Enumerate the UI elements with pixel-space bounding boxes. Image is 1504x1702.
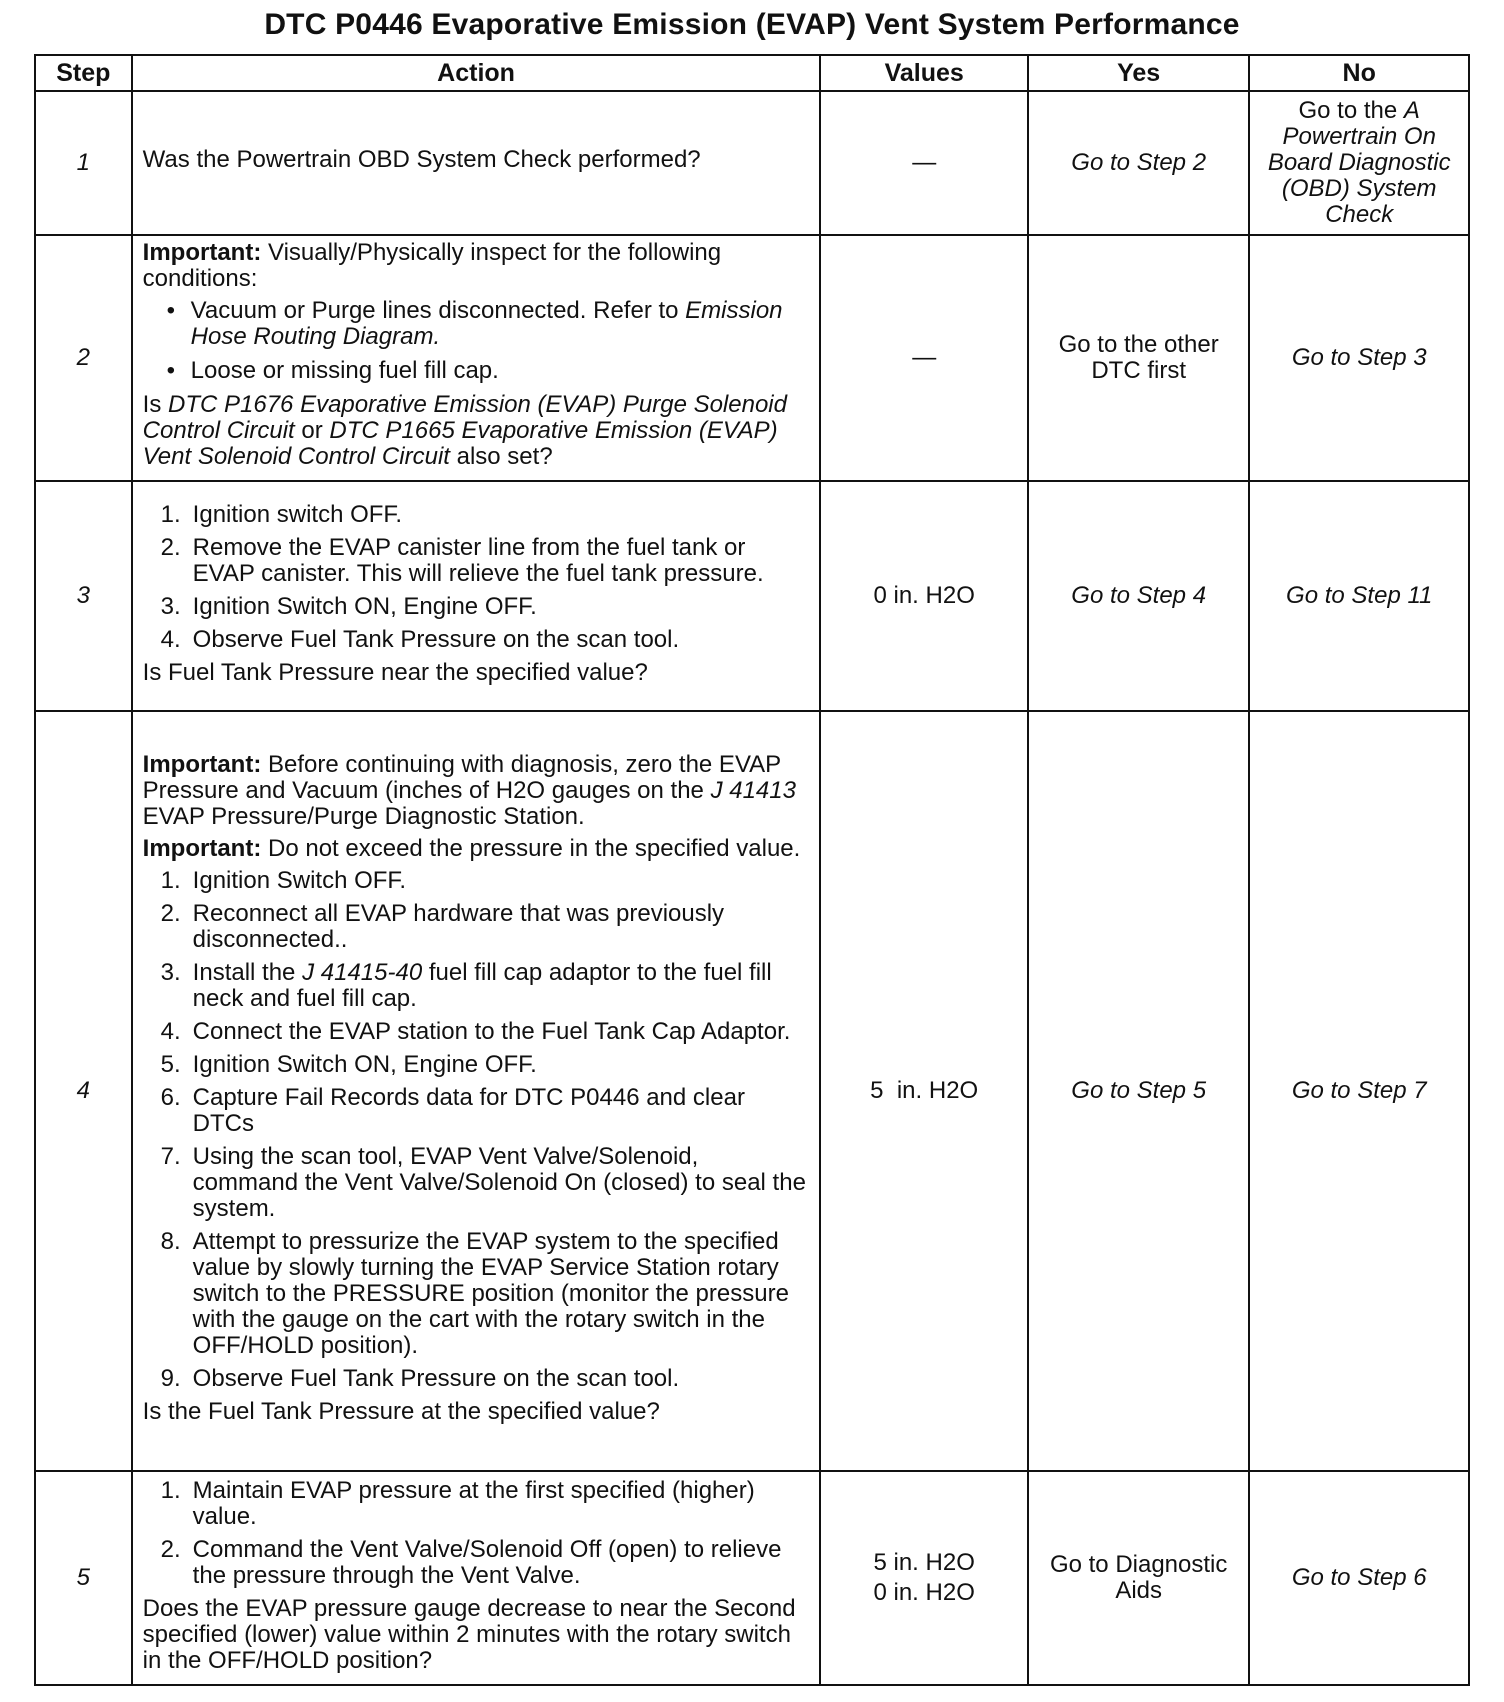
list-item: 1. Ignition Switch OFF. [160, 866, 407, 894]
list-item [167, 298, 810, 350]
question-text: Is the Fuel Tank Pressure at the specified value? [142, 1397, 660, 1425]
list-item [167, 358, 810, 384]
procedure-list [143, 1478, 810, 1589]
procedure-step-text: Attempt to pressurize the EVAP system to the specified value by slowly turning the EVAP Service Station rotary switch to the PRESSURE position (monitor the pressure with the gauge on the cart with the rotary switch in the OFF/HOLD position). [192, 1227, 789, 1359]
step-number: 2 [35, 235, 132, 481]
step-number: 5 [35, 1471, 132, 1685]
action-cell [132, 1471, 821, 1685]
no-cell: Go to Step 11 [1249, 481, 1469, 711]
list-item: 5. Ignition Switch ON, Engine OFF. [160, 1050, 537, 1078]
list-item: 4. Connect the EVAP station to the Fuel Tank Cap Adaptor. [160, 1017, 791, 1045]
important-text: Do not exceed the pressure in the specified value. [261, 834, 801, 862]
question-text: Was the Powertrain OBD System Check performed? [142, 146, 701, 173]
important-label: Important: [142, 834, 262, 862]
important-text: Visually/Physically inspect for the following conditions: [142, 239, 722, 292]
procedure-step-text: Ignition Switch ON, Engine OFF. [192, 593, 537, 620]
question-text [143, 392, 810, 470]
step-number: 1 [35, 91, 132, 235]
header-values: Values [820, 55, 1027, 91]
procedure-step-text: Observe Fuel Tank Pressure on the scan tool. [192, 1364, 680, 1392]
question-text: Does the EVAP pressure gauge decrease to near the Second specified (lower) value within 2 minutes with the rotary switch in the OFF/HOLD position? [142, 1595, 796, 1674]
yes-cell: Go to Step 2 [1028, 91, 1250, 235]
no-cell: Go to Step 7 [1249, 711, 1469, 1471]
values-cell [820, 235, 1027, 481]
procedure-step-text: Observe Fuel Tank Pressure on the scan tool. [192, 626, 680, 653]
tool-reference: J 41415-40 [302, 958, 423, 986]
question-pre: Is [142, 391, 169, 418]
important-note [143, 240, 810, 292]
important-label: Important: [142, 239, 262, 266]
list-item: 3. Install the J 41415-40 fuel fill cap adaptor to the fuel fill neck and fuel fill cap. [160, 958, 772, 1012]
values-cell: 5 in. H2O [820, 711, 1027, 1471]
list-item: 2. Command the Vent Valve/Solenoid Off (open) to relieve the pressure through the Vent Valve. [160, 1536, 782, 1589]
value-dash: — [912, 149, 937, 176]
bullet-reference: Emission Hose Routing Diagram. [190, 297, 783, 350]
important-note [143, 752, 810, 830]
list-item: 6. Capture Fail Records data for DTC P0446 and clear DTCs [160, 1083, 745, 1137]
table-header-row [35, 55, 1469, 91]
condition-list [143, 298, 810, 384]
tool-reference: J 41413 [710, 776, 796, 804]
no-reference-link[interactable]: A Powertrain On Board Diagnostic (OBD) System Check [1267, 97, 1451, 228]
procedure-step-text: Ignition switch OFF. [192, 501, 403, 528]
list-item: 3. Ignition Switch ON, Engine OFF. [160, 593, 537, 620]
yes-cell: Go to Step 5 [1028, 711, 1250, 1471]
value-dash: — [912, 344, 937, 371]
value-high: 5 in. H2O [873, 1549, 975, 1576]
question-text: Is Fuel Tank Pressure near the specified value? [142, 659, 648, 686]
bullet-text: Loose or missing fuel fill cap. [190, 357, 499, 384]
value-low: 0 in. H2O [873, 1579, 975, 1606]
table-row-step-4 [35, 711, 1469, 1471]
yes-cell: Go to Diagnostic Aids [1028, 1471, 1250, 1685]
table-row-step-2 [35, 235, 1469, 481]
action-cell [132, 481, 821, 711]
bullet-icon: • [166, 297, 176, 324]
procedure-step-text: Command the Vent Valve/Solenoid Off (open) to relieve the pressure through the Vent Valve. [192, 1536, 782, 1589]
list-item: 4. Observe Fuel Tank Pressure on the scan tool. [160, 626, 680, 653]
question-mid: or [294, 417, 330, 444]
list-item: 2. Reconnect all EVAP hardware that was previously disconnected.. [160, 899, 725, 953]
list-item: 9. Observe Fuel Tank Pressure on the scan tool. [160, 1364, 680, 1392]
list-item: 1. Maintain EVAP pressure at the first specified (higher) value. [160, 1477, 755, 1530]
important-note [143, 836, 810, 862]
procedure-step-text-end: fuel fill cap adaptor to the fuel fill neck and fuel fill cap. [192, 958, 772, 1012]
yes-cell: Go to the other DTC first [1028, 235, 1250, 481]
step-number: 4 [35, 711, 132, 1471]
important-text: Before continuing with diagnosis, zero the EVAP Pressure and Vacuum (inches of H2O gauges on the [142, 750, 781, 804]
important-label: Important: [142, 750, 262, 778]
procedure-step-text: Remove the EVAP canister line from the fuel tank or EVAP canister. This will relieve the fuel tank pressure. [192, 534, 764, 587]
list-item: 2. Remove the EVAP canister line from the fuel tank or EVAP canister. This will relieve the fuel tank pressure. [160, 534, 764, 587]
procedure-step-text: Using the scan tool, EVAP Vent Valve/Solenoid, command the Vent Valve/Solenoid On (closed) to seal the system. [192, 1142, 806, 1222]
no-cell: Go to Step 6 [1249, 1471, 1469, 1685]
yes-cell: Go to Step 4 [1028, 481, 1250, 711]
action-cell [132, 235, 821, 481]
dtc-reference-1: DTC P1676 Evaporative Emission (EVAP) Purge Solenoid Control Circuit [142, 391, 787, 444]
header-yes: Yes [1028, 55, 1250, 91]
procedure-step-text: Capture Fail Records data for DTC P0446 and clear DTCs [192, 1083, 745, 1137]
procedure-list [143, 868, 810, 1392]
procedure-step-text: Ignition Switch ON, Engine OFF. [192, 1050, 537, 1078]
values-cell: 0 in. H2O [820, 481, 1027, 711]
procedure-list [143, 502, 810, 653]
no-cell: Go to Step 3 [1249, 235, 1469, 481]
header-no: No [1249, 55, 1469, 91]
no-prefix: Go to the [1298, 97, 1404, 124]
values-cell [820, 91, 1027, 235]
procedure-step-text: Reconnect all EVAP hardware that was previously disconnected.. [192, 899, 725, 953]
procedure-step-text: Connect the EVAP station to the Fuel Tank Cap Adaptor. [192, 1017, 791, 1045]
page-title: DTC P0446 Evaporative Emission (EVAP) Vent System Performance [264, 8, 1240, 41]
procedure-step-text: Install the [192, 958, 303, 986]
list-item: 7. Using the scan tool, EVAP Vent Valve/Solenoid, command the Vent Valve/Solenoid On (closed) to seal the system. [160, 1142, 806, 1222]
diagnostic-table [34, 54, 1470, 1686]
action-cell [132, 711, 821, 1471]
table-row-step-1 [35, 91, 1469, 235]
bullet-text: Vacuum or Purge lines disconnected. Refer to [190, 297, 686, 324]
list-item: 1. Ignition switch OFF. [160, 501, 403, 528]
action-cell [132, 91, 821, 235]
important-text-end: EVAP Pressure/Purge Diagnostic Station. [142, 802, 585, 830]
no-cell [1249, 91, 1469, 235]
table-row-step-3 [35, 481, 1469, 711]
values-cell [820, 1471, 1027, 1685]
dtc-reference-2: DTC P1665 Evaporative Emission (EVAP) Vent Solenoid Control Circuit [142, 417, 778, 470]
procedure-step-text: Ignition Switch OFF. [192, 866, 407, 894]
header-action: Action [132, 55, 821, 91]
procedure-step-text: Maintain EVAP pressure at the first specified (higher) value. [192, 1477, 755, 1530]
header-step: Step [35, 55, 132, 91]
question-post: also set? [449, 443, 553, 470]
bullet-icon: • [166, 357, 176, 384]
table-row-step-5 [35, 1471, 1469, 1685]
step-number: 3 [35, 481, 132, 711]
list-item: 8. Attempt to pressurize the EVAP system to the specified value by slowly turning the EVAP Service Station rotary switch to the PRESSURE position (monitor the pressure with the gauge on the cart with the rotary switch in the OFF/HOLD position). [160, 1227, 789, 1359]
